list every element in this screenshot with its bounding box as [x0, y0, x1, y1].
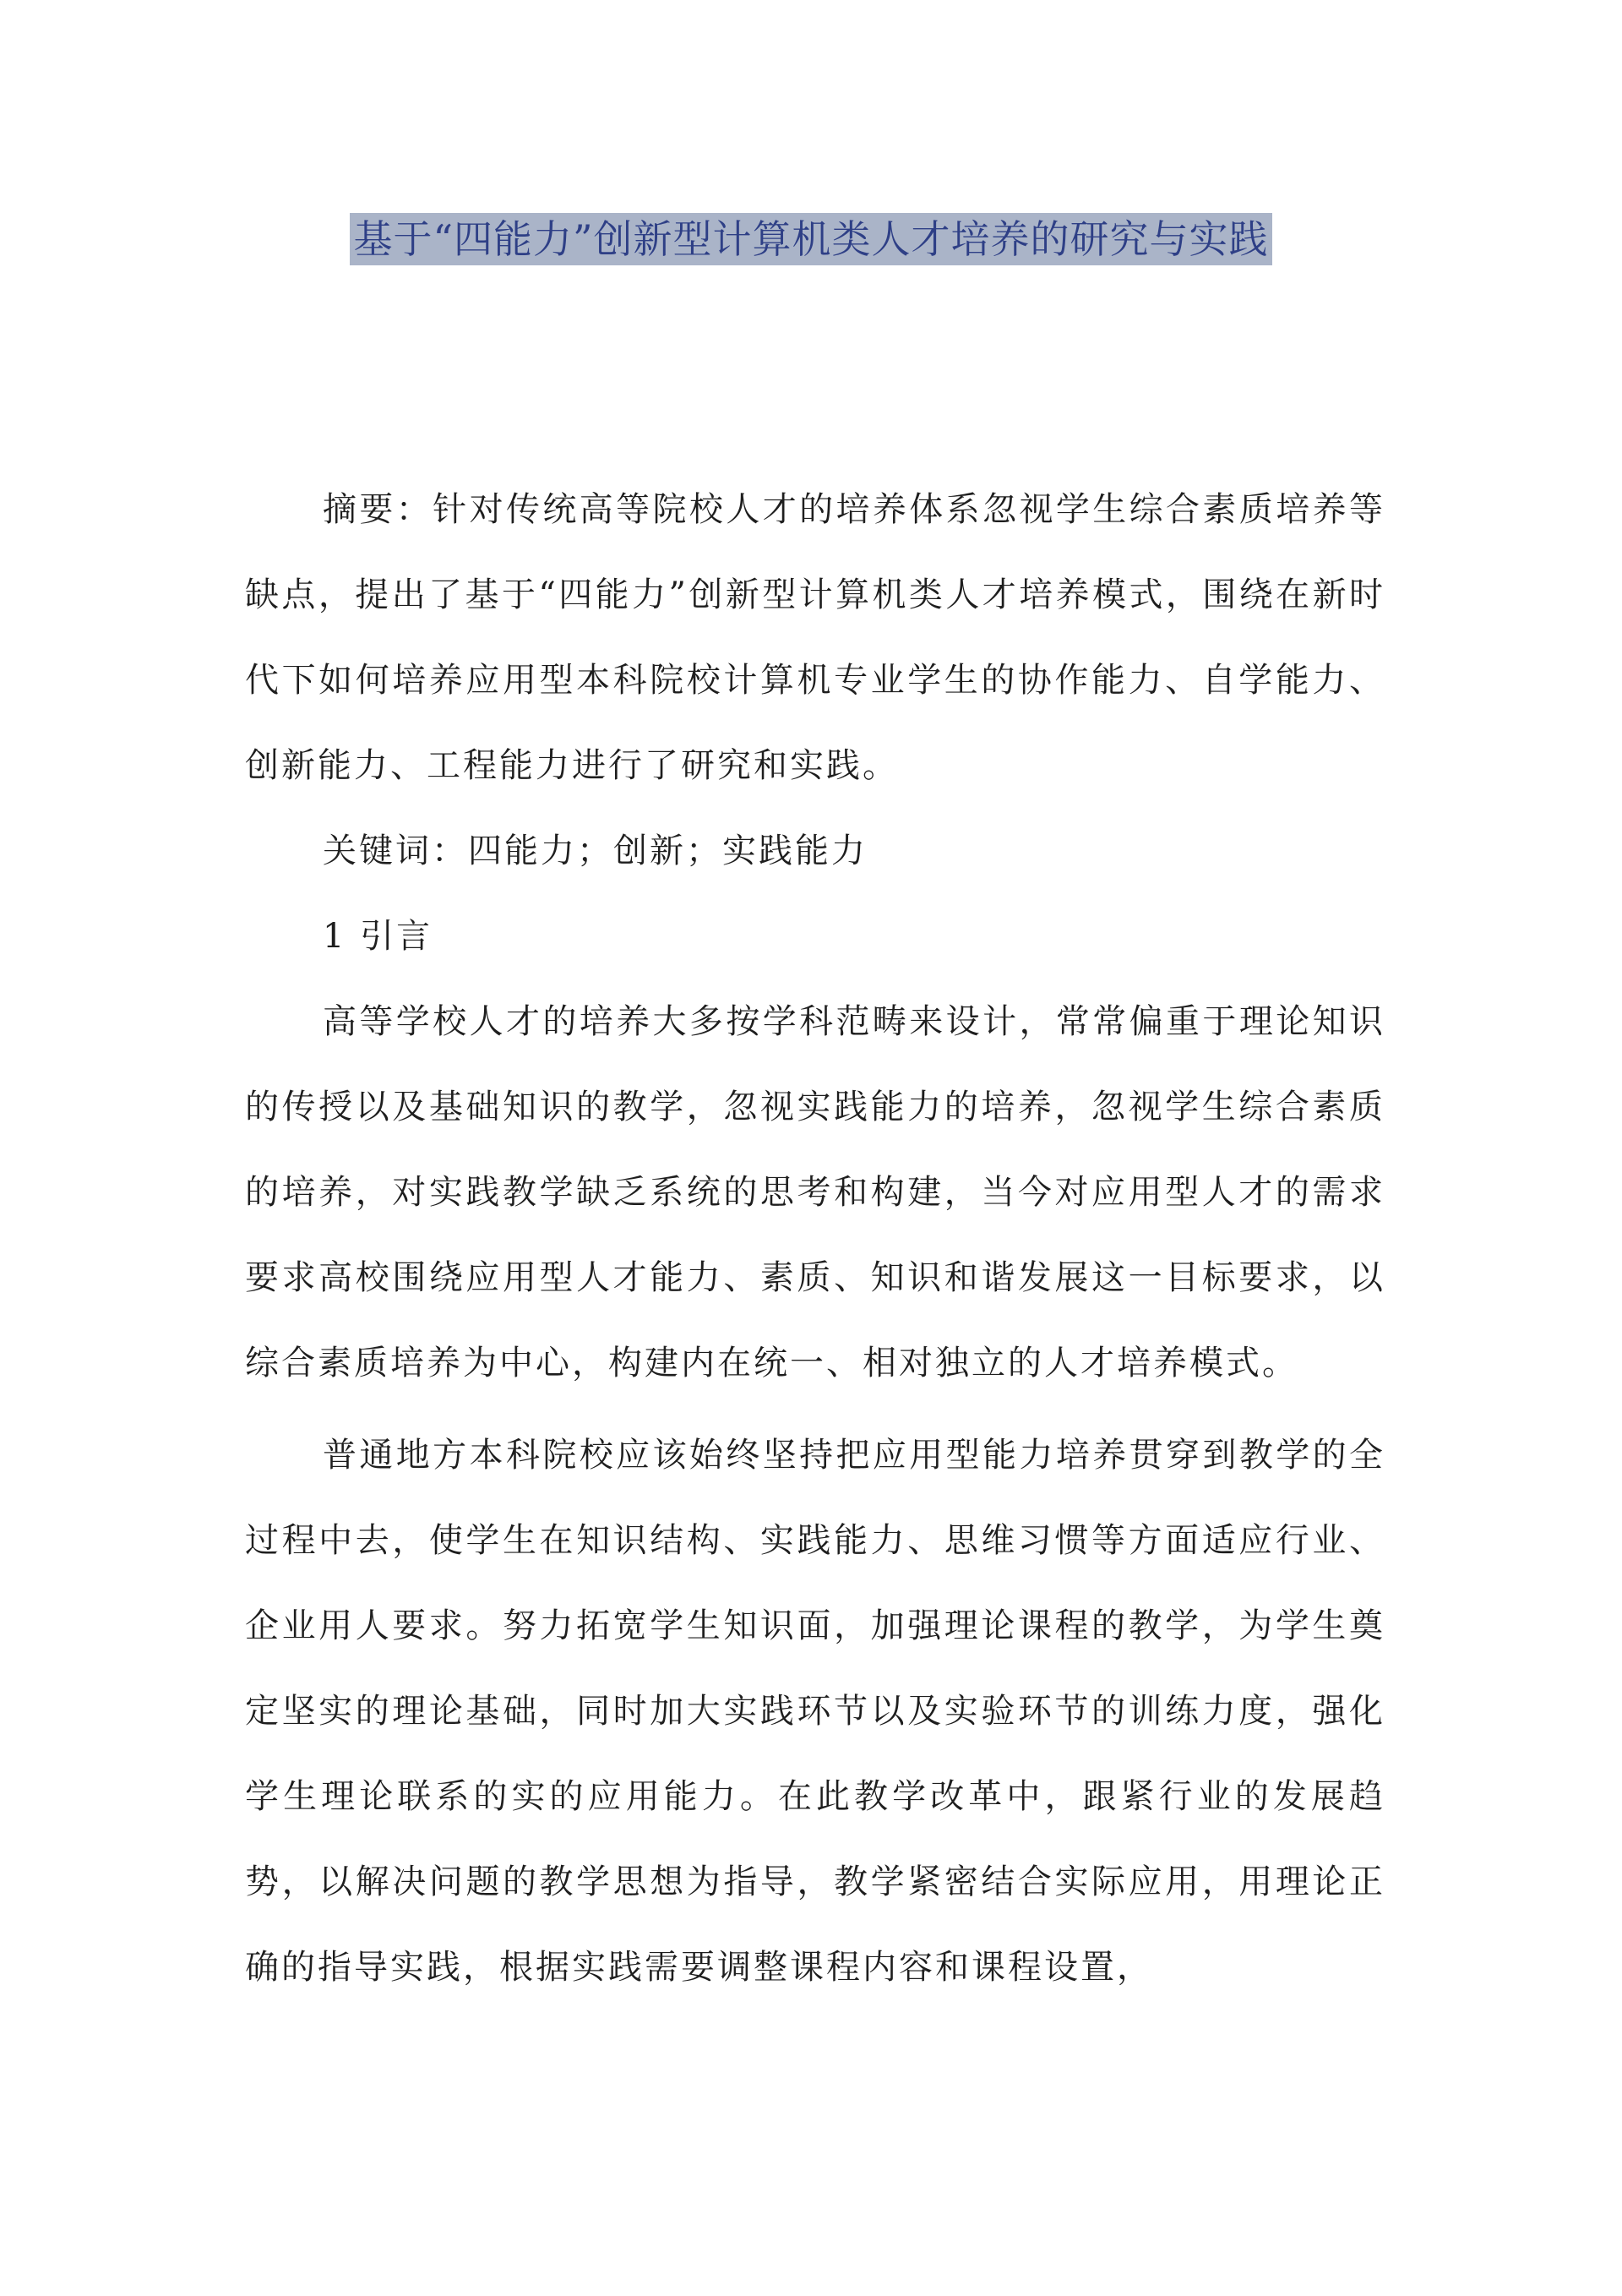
document-title: 基于“四能力”创新型计算机类人才培养的研究与实践: [350, 213, 1271, 265]
title-container: [0, 213, 1622, 265]
body-paragraph-2: 普通地方本科院校应该始终坚持把应用型能力培养贯穿到教学的全过程中去，使学生在知识结构、实践能力、思维习惯等方面适应行业、企业用人要求。努力拓宽学生知识面，加强理论课程的教学，为学生奠定坚实的理论基础，同时加大实践环节以及实验环节的训练力度，强化学生理论联系的实的应用能力。在此教学改革中，跟紧行业的发展趋势，以解决问题的教学思想为指导，教学紧密结合实际应用，用理论正确的指导实践，根据实践需要调整课程内容和课程设置，: [245, 1436, 1385, 1987]
body-paragraph-1: 高等学校人才的培养大多按学科范畴来设计，常常偏重于理论知识的传授以及基础知识的教学，忽视实践能力的培养，忽视学生综合素质的培养，对实践教学缺乏系统的思考和构建，当今对应用型人才的需求要求高校围绕应用型人才能力、素质、知识和谐发展这一目标要求，以综合素质培养为中心，构建内在统一、相对独立的人才培养模式。: [245, 1002, 1385, 1383]
keywords-line: 关键词：四能力；创新；实践能力: [323, 832, 868, 870]
document-body: [245, 467, 1385, 2010]
paragraph-spacer: [245, 1406, 1385, 1413]
abstract-paragraph: 摘要：针对传统高等院校人才的培养体系忽视学生综合素质培养等缺点，提出了基于“四能力”创新型计算机类人才培养模式，围绕在新时代下如何培养应用型本科院校计算机专业学生的协作能力、自学能力、创新能力、工程能力进行了研究和实践。: [245, 490, 1385, 785]
section-heading: 1 引言: [323, 917, 433, 956]
